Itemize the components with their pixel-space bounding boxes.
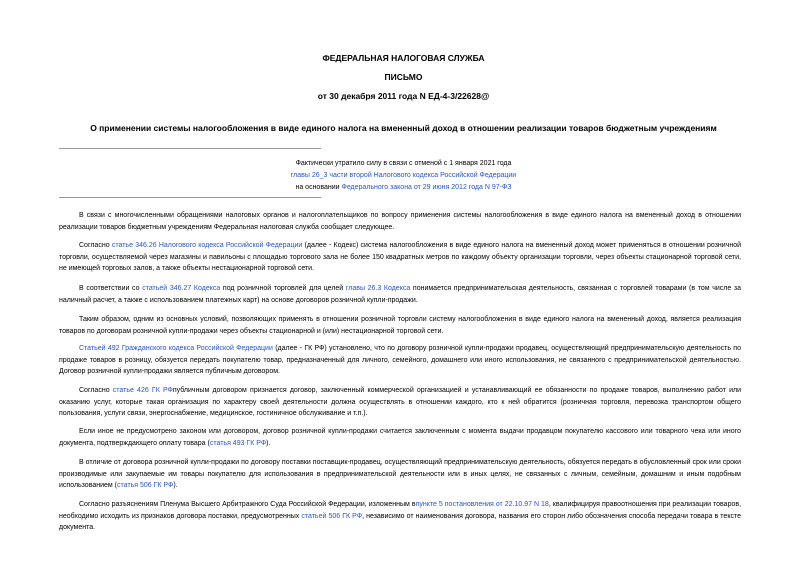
paragraph-text: Согласно <box>79 242 112 249</box>
status-note-line1: Фактически утратило силу в связи с отменой с 1 января 2021 года <box>295 160 512 167</box>
paragraph-text: под розничной торговлей для целей <box>220 285 346 292</box>
plenum-resolution-link[interactable]: пункте 5 постановления от 22.10.97 N 18 <box>415 501 549 508</box>
civil-code-article-426-link[interactable]: статье 426 ГК РФ <box>112 387 173 394</box>
paragraph-6 <box>59 385 741 420</box>
top-divider <box>59 148 321 149</box>
paragraph-text: , независимо от наименования договора, названия его сторон либо обозначения способа передачи товара в тексте документа. <box>59 512 741 531</box>
paragraph-text: понимается предпринимательская деятельность, связанная с торговлей товарами (в том числе за наличный расчет, а также с использованием платежных карт) на основе договоров розничной купли-продажи. <box>59 285 741 304</box>
paragraph-text: (далее - ГК РФ) установлено, что по договору розничной купли-продажи продавец, осуществляющий предпринимательскую деятельность по продаже товаров в розницу, обязуется передать покупателю товар, предназначенный для личного, семейного, домашнего или иного использования, не связанного с предпринимательской деятельностью. Договор розничной купли-продажи является публичным договором. <box>59 345 741 375</box>
civil-code-article-492-link[interactable]: Статьей 492 Гражданского кодекса Российской Федерации <box>79 345 273 352</box>
paragraph-text: Если иное не предусмотрено законом или договором, договор розничной купли-продажи считается заключенным с момента выдачи продавцом покупателю кассового или товарного чека или иного документа, подтверждающего оплату товара ( <box>59 428 741 447</box>
document-type: ПИСЬМО <box>384 72 423 82</box>
paragraph-3 <box>59 283 741 306</box>
paragraph-text: Согласно разъяснениям Пленума Высшего Арбитражного Суда Российской Федерации, изложенным в <box>79 501 416 508</box>
paragraph-text: , квалифицируя правоотношения при реализации товаров, необходимо исходить из признаков договора поставки, предусмотренных <box>59 501 742 520</box>
paragraph-text: В отличие от договора розничной купли-продажи по договору поставки поставщик-продавец, осуществляющий предпринимательскую деятельность, обязуется передать в обусловленный срок или сроки производимые или закупаемые им товары покупателю для использования в предпринимательской деятельности или в иных целях, не связанных с личным, семейным, домашним и иным подобным использованием ( <box>59 459 741 489</box>
paragraph-4 <box>59 314 741 337</box>
civil-code-article-493-link[interactable]: статья 493 ГК РФ <box>209 439 267 447</box>
paragraph-7 <box>59 426 741 449</box>
paragraph-text: Согласно <box>79 387 113 394</box>
paragraph-text: публичным договором признается договор, заключенный коммерческой организацией и устанавливающий ее обязанности по продаже товаров, выполнению работ или оказанию услуг, которые такая организация по характеру своей деятельности должна осуществлять в отношении каждого, кто к ней обратится (розничная торговля, перевозка транспортом общего пользования, услуги связи, энергоснабжение, медицинское, гостиничное обслуживание и т.п.). <box>59 387 741 417</box>
bottom-divider <box>59 197 321 198</box>
status-note-line3-text: на основании <box>295 184 342 191</box>
tax-code-chapter-link[interactable]: главы 26_3 части второй Налогового кодекса Российской Федерации <box>290 172 517 179</box>
chapter-26-3-link[interactable]: главы 26.3 Кодекса <box>345 285 411 292</box>
paragraph-text: В связи с многочисленными обращениями налоговых органов и налогоплательщиков по вопросу применения системы налогообложения в виде единого налога на вмененный доход в отношении реализации товаров бюджетным учреждениям Федеральная налоговая служба сообщает следующее. <box>59 212 741 231</box>
article-346-27-link[interactable]: статьей 346.27 Кодекса <box>142 285 221 292</box>
document-title: О применении системы налогообложения в виде единого налога на вмененный доход в отношении реализации товаров бюджетным учреждениям <box>90 123 717 133</box>
paragraph-text: В соответствии со <box>79 285 143 292</box>
paragraph-2 <box>59 240 741 275</box>
civil-code-article-506-link[interactable]: статья 506 ГК РФ <box>117 482 174 489</box>
paragraph-1 <box>59 210 741 233</box>
paragraph-5 <box>59 343 741 378</box>
paragraph-8 <box>59 457 741 492</box>
document-date-number: от 30 декабря 2011 года N ЕД-4-3/22628@ <box>317 91 490 101</box>
paragraph-text: ). <box>173 482 178 489</box>
paragraph-text: Таким образом, одним из основных условий, позволяющих применять в отношении розничной торговли систему налогообложения в виде единого налога на вмененный доход, является реализация товаров по договорам розничной купли-продажи через объекты стационарной и (или) нестационарной торговой сети. <box>59 316 741 335</box>
civil-code-article-506-link-2[interactable]: статьей 506 ГК РФ <box>301 512 363 520</box>
federal-law-link[interactable]: Федерального закона от 29 июня 2012 года N 97-ФЗ <box>341 184 512 191</box>
paragraph-9 <box>59 499 741 534</box>
article-346-26-link[interactable]: статье 346.26 Налогового кодекса Российской Федерации <box>111 242 303 249</box>
paragraph-text: ). <box>266 439 271 447</box>
paragraph-text: (далее - Кодекс) система налогообложения в виде единого налога на вмененный доход может применяться в отношении розничной торговли, осуществляемой через магазины и павильоны с площадью торгового зала не более 150 квадратных метров по каждому объекту организации торговли, через объекты стационарной торговой сети, не имеющей торговых залов, а также объекты нестационарной торговой сети. <box>59 242 742 272</box>
status-note <box>0 158 807 194</box>
agency-name: ФЕДЕРАЛЬНАЯ НАЛОГОВАЯ СЛУЖБА <box>322 53 485 63</box>
